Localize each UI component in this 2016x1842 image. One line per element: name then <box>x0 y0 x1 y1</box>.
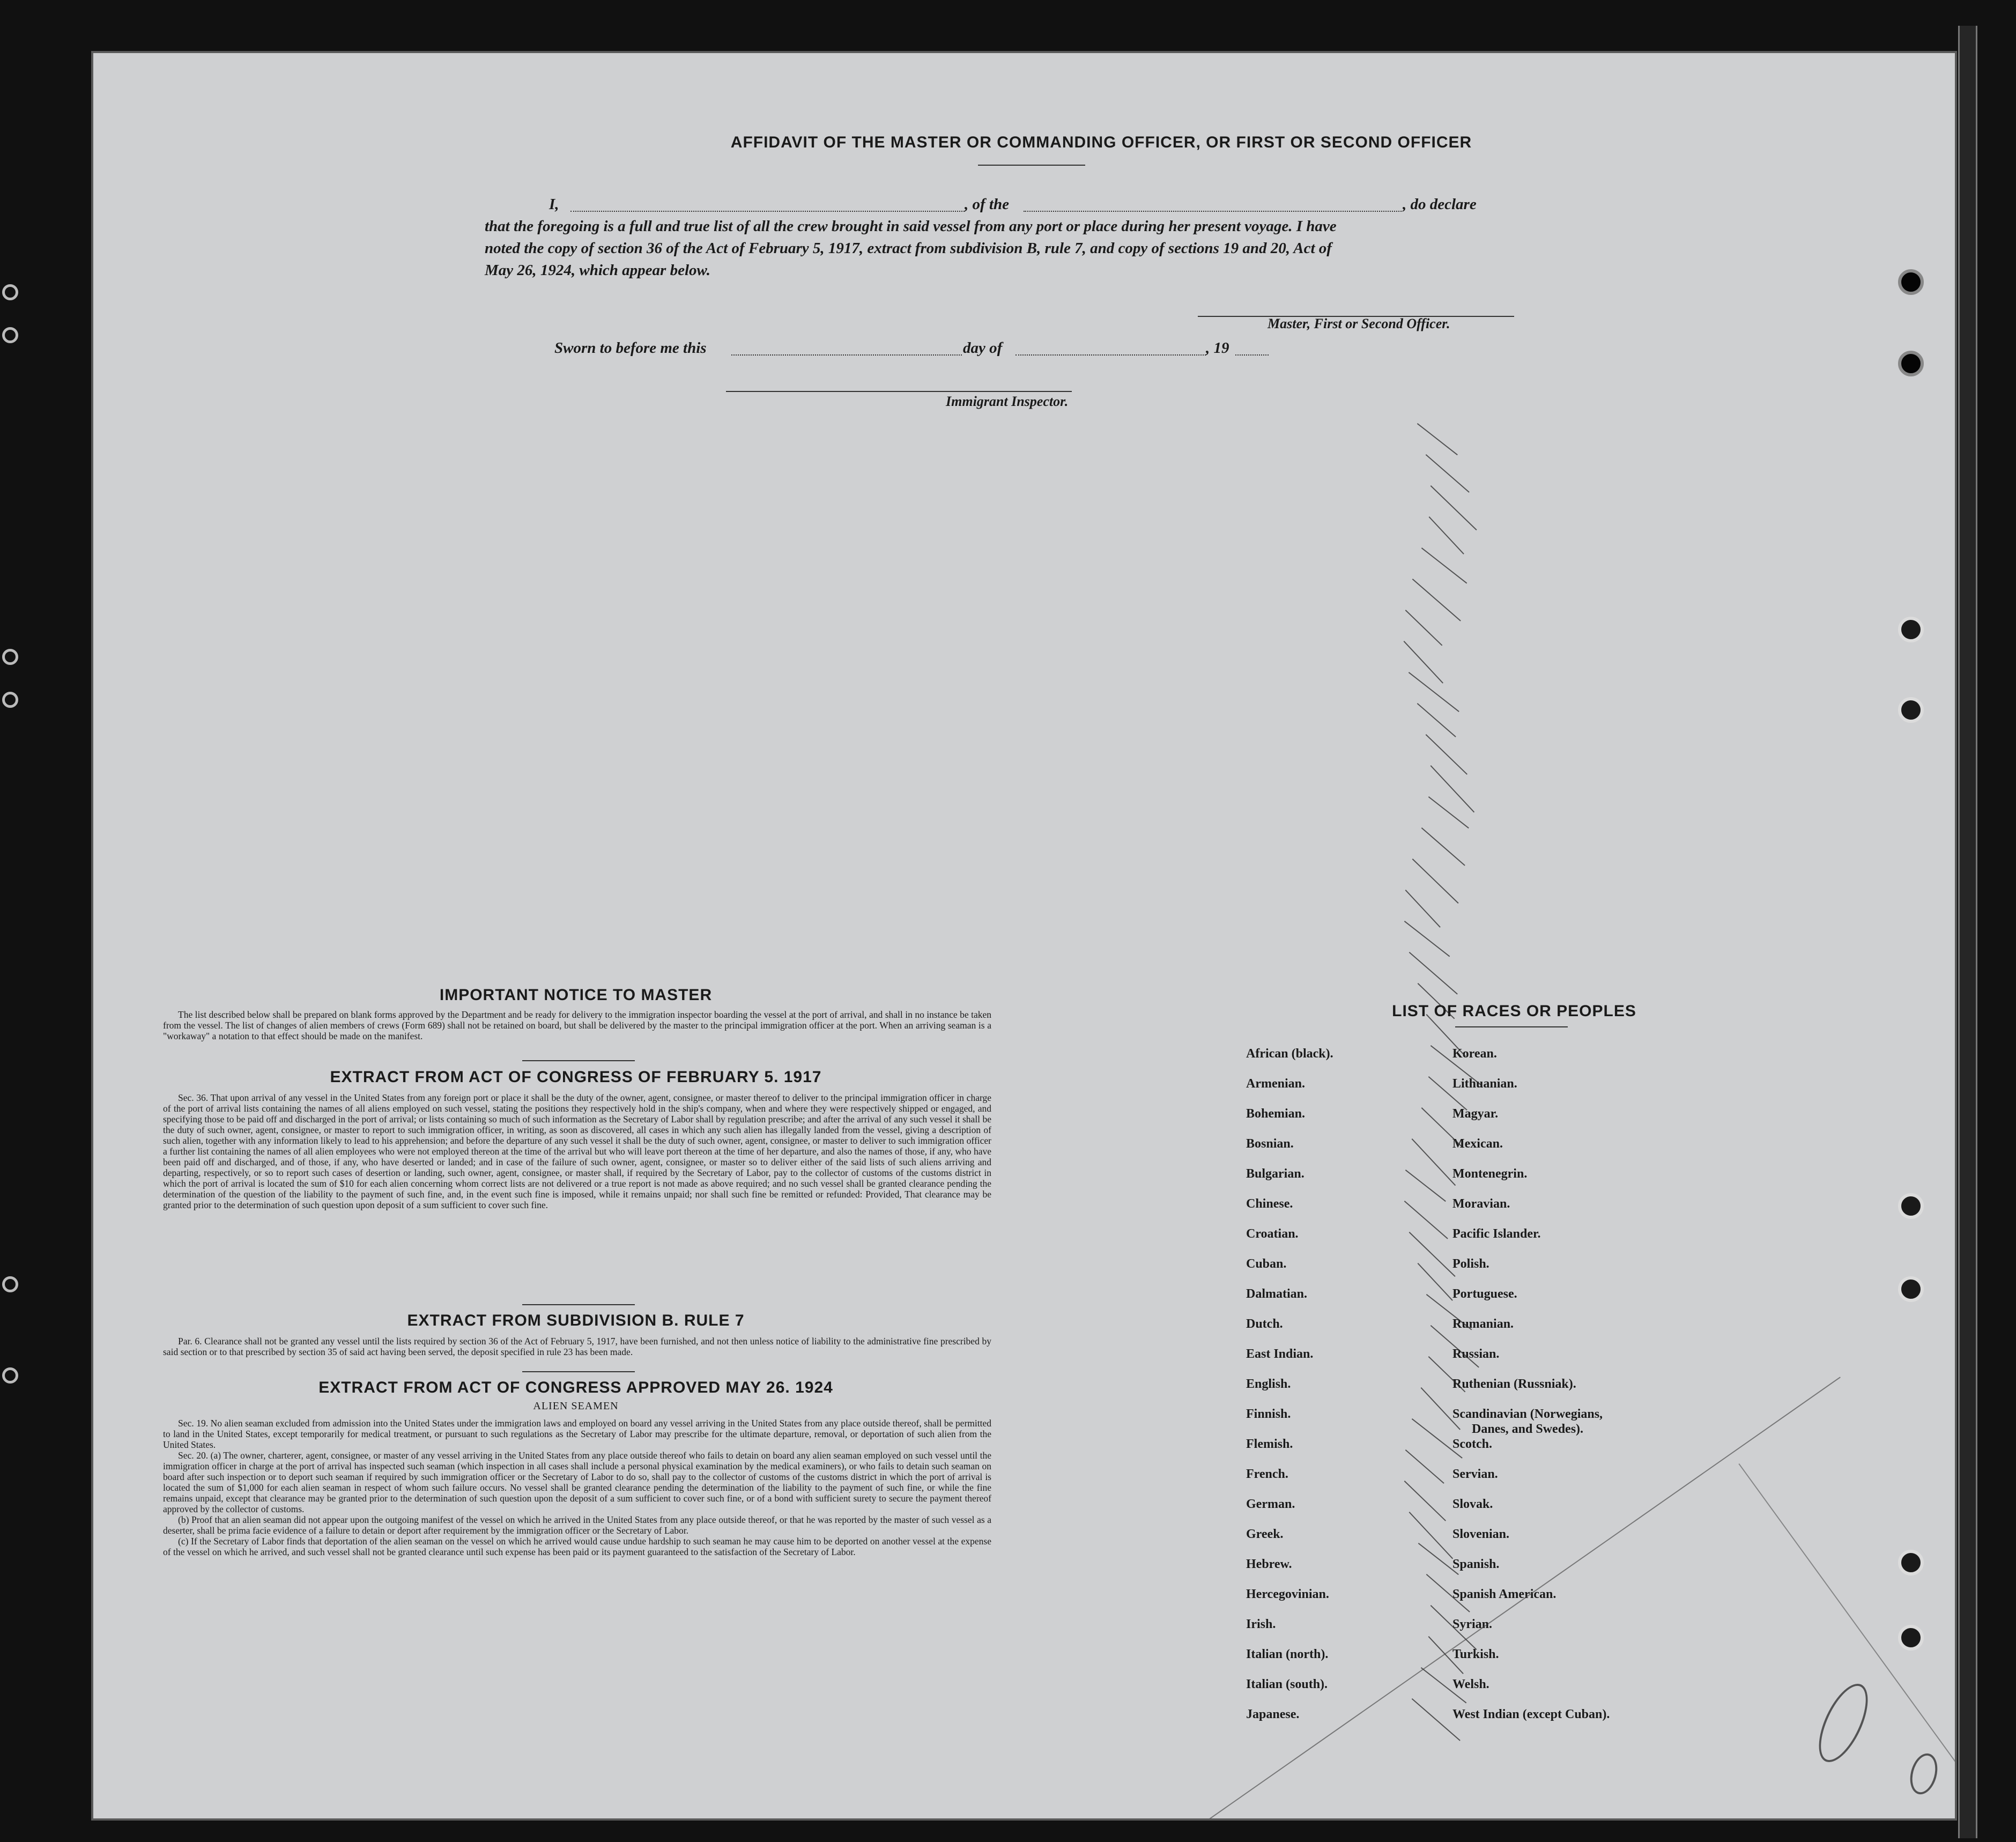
pen-tick-mark <box>1409 952 1458 995</box>
punch-hole <box>1898 1550 1924 1575</box>
binding-seam <box>1958 26 1977 1838</box>
pen-tick-mark <box>1429 516 1464 554</box>
pen-tick-mark <box>1404 641 1443 684</box>
rule-7-body <box>163 1336 991 1357</box>
race-list-item: Russian. <box>1452 1347 1500 1361</box>
race-list-item: Scotch. <box>1452 1437 1492 1451</box>
pen-tick-mark <box>1405 610 1443 646</box>
race-list-item: Servian. <box>1452 1467 1498 1481</box>
race-list-item: Korean. <box>1452 1047 1497 1061</box>
race-list-item: Lithuanian. <box>1452 1077 1517 1091</box>
divider-2 <box>522 1304 635 1305</box>
affidavit-line-4: May 26, 1924, which appear below. <box>485 262 711 279</box>
affidavit-title: AFFIDAVIT OF THE MASTER OR COMMANDING OFFICER, OR FIRST OR SECOND OFFICER <box>730 134 1472 151</box>
declare-label: , do declare <box>1403 196 1477 213</box>
affidavit-line-2: that the foregoing is a full and true list of all the crew brought in said vessel from any port or place during her present voyage. I have <box>485 218 1337 235</box>
pen-tick-mark <box>1431 485 1477 530</box>
name-line <box>570 211 965 212</box>
race-list-item: Moravian. <box>1452 1197 1510 1211</box>
divider-1 <box>522 1060 635 1061</box>
sworn-row <box>554 337 1412 361</box>
punch-hole <box>1898 269 1924 295</box>
section-19-paragraph: Sec. 19. No alien seaman excluded from admission into the United States under the immigration laws and employed on board any vessel arriving in the United States from any place outside thereof, shall be permitted to land in the United States, except temporarily for medical treatment, or pursuant to such regulations as the Secretary of Labor may prescribe for the ultimate departure, removal, or deportation of such alien from the United States. <box>163 1418 991 1450</box>
handwritten-mark <box>1906 1750 1942 1797</box>
race-list-item: East Indian. <box>1246 1347 1314 1361</box>
section-20b-paragraph: (b) Proof that an alien seaman did not appear upon the outgoing manifest of the vessel on which he arrived in the United States from any place outside thereof, or that he was reported by the master of such vessel as a deserter, shall be prima facie evidence of a failure to detain or deport after requirement by the immigration officer or the Secretary of Labor. <box>163 1514 991 1536</box>
race-list-item: Chinese. <box>1246 1197 1293 1211</box>
affidavit-body <box>485 194 1643 282</box>
pen-tick-mark <box>1417 703 1456 737</box>
extract-1917-body <box>163 1092 991 1210</box>
race-list-item: Slovenian. <box>1452 1527 1510 1541</box>
pen-tick-mark <box>1412 859 1459 904</box>
race-list-item: West Indian (except Cuban). <box>1452 1707 1610 1721</box>
race-list-item: Welsh. <box>1452 1677 1489 1691</box>
race-list-item: Slovak. <box>1452 1497 1493 1511</box>
race-list-item: Mexican. <box>1452 1137 1503 1151</box>
race-list-item: Greek. <box>1246 1527 1284 1541</box>
section-20c-paragraph: (c) If the Secretary of Labor finds that deportation of the alien seaman on the vessel on which he arrived would cause undue hardship to such seaman he may cause him to be deported on another vessel at the expense of the vessel on which he arrived, and such vessel shall not be granted clearance until such expense has been paid or its payment guaranteed to the satisfaction of the Secretary of Labor. <box>163 1536 991 1557</box>
race-list-item: African (black). <box>1246 1047 1333 1061</box>
pen-tick-mark <box>1405 1170 1446 1202</box>
race-list-item: Syrian. <box>1452 1617 1493 1631</box>
pen-tick-mark <box>1417 423 1458 455</box>
notice-body <box>163 1009 991 1041</box>
race-list-item: Cuban. <box>1246 1257 1287 1271</box>
master-caption: Master, First or Second Officer. <box>1268 316 1450 331</box>
race-list-item: Bohemian. <box>1246 1107 1306 1121</box>
inspector-signature-line <box>726 391 1072 392</box>
race-list-item: Italian (south). <box>1246 1677 1328 1691</box>
extract-1924-title: EXTRACT FROM ACT OF CONGRESS APPROVED MAY 26. 1924 <box>318 1379 833 1396</box>
race-list-item: Armenian. <box>1246 1077 1305 1091</box>
pen-tick-mark <box>1431 765 1475 812</box>
i-label: I, <box>549 196 559 213</box>
sworn-day-line <box>731 354 962 356</box>
title-underline <box>978 165 1085 166</box>
races-title: LIST OF RACES OR PEOPLES <box>1392 1002 1636 1020</box>
vessel-line <box>1024 211 1402 212</box>
race-list-item: Bulgarian. <box>1246 1167 1305 1181</box>
sworn-label: Sworn to before me this <box>554 339 707 357</box>
paragraph-6: Par. 6. Clearance shall not be granted any vessel until the lists required by section 36 of the Act of February 5, 1917, have been furnished, and not then unless notice of liability to the administrative fine prescribed by said section or to that prescribed by section 35 of said act having been served, the deposit specified in rule 23 has been made. <box>163 1336 991 1357</box>
pen-tick-mark <box>1409 1232 1456 1277</box>
of-the-label: , of the <box>965 196 1009 213</box>
race-list-item: Turkish. <box>1452 1647 1499 1661</box>
punch-hole <box>1898 1193 1924 1219</box>
race-list-item: Hebrew. <box>1246 1557 1292 1571</box>
sworn-year-line <box>1235 354 1269 356</box>
race-list-item: Italian (north). <box>1246 1647 1329 1661</box>
race-list-item: Irish. <box>1246 1617 1276 1631</box>
punch-hole <box>2 1276 18 1292</box>
races-right-column <box>1452 1039 1610 1729</box>
punch-hole <box>1898 1276 1924 1302</box>
manifest-back-page <box>91 51 1957 1821</box>
race-list-item: Portuguese. <box>1452 1287 1517 1301</box>
pen-tick-mark <box>1404 921 1450 957</box>
race-list-item: Croatian. <box>1246 1227 1299 1241</box>
punch-hole <box>1898 351 1924 376</box>
notice-paragraph: The list described below shall be prepared on blank forms approved by the Department and be ready for delivery to the immigration inspector boarding the vessel at the port of arrival, and shall in no instance be taken from the vessel. The list of changes of alien members of crews (Form 689) shall not be retained on board, but shall be delivered by the master to the principal immigration officer at the port. When an arriving seaman is a "workaway" a notation to that effect should be made on the manifest. <box>163 1009 991 1041</box>
race-list-item: Finnish. <box>1246 1407 1291 1421</box>
pen-tick-mark <box>1412 579 1461 622</box>
race-list-item: Ruthenian (Russniak). <box>1452 1377 1576 1391</box>
section-36-paragraph: Sec. 36. That upon arrival of any vessel in the United States from any foreign port or place it shall be the duty of the owner, agent, consignee, or master thereof to deliver to the principal immigration officer in charge of the port of arrival lists containing the names of all aliens employed on such vessel, stating the positions they respectively hold in the ship's company, when and where they were respectively shipped or engaged, and specifying those to be paid off and discharged in the port of arrival; or lists containing so much of such information as the Secretary of Labor shall by regulation prescribe; and after the arrival of any such vessel it shall be the duty of such owner, agent, consignee, or master to report to such immigration officer, in writing, as soon as discovered, all cases in which any such alien has illegally landed from the vessel, giving a description of such alien, together with any information likely to lead to his apprehension; and before the departure of any such vessel it shall be the duty of such owner, agent, consignee, or master to deliver to such immigration officer a further list containing the names of all alien employees who were not employed thereon at the time of the arrival but who will leave port thereon at the time of her departure, and also the names of those, if any, who have been paid off and discharged, and of those, if any, who have deserted or landed; and in case of the failure of such owner, agent, consignee, or master so to deliver either of the said lists of such aliens arriving and departing, respectively, or so to report such cases of desertion or landing, such owner, agent, consignee, or master shall, if required by the Secretary of Labor, pay to the collector of customs of the customs district in which the port of arrival is located the sum of $10 for each alien concerning whom correct lists are not delivered or a true report is not made as above required; and no such vessel shall be granted clearance pending the determination of the question of the liability to the payment of such fine, and, in the event such fine is imposed, while it remains unpaid; nor shall such fine be remitted or refunded: Provided, That clearance may be granted prior to the determination of such question upon deposit of a sum sufficient to cover such fine. <box>163 1092 991 1210</box>
race-list-item: Montenegrin. <box>1452 1167 1528 1181</box>
extract-1917-title: EXTRACT FROM ACT OF CONGRESS OF FEBRUARY 5. 1917 <box>330 1068 822 1086</box>
punch-hole <box>2 284 18 300</box>
extract-1924-body <box>163 1418 991 1557</box>
race-list-item: Polish. <box>1452 1257 1489 1271</box>
punch-hole <box>1898 697 1924 723</box>
alien-seamen-subtitle: ALIEN SEAMEN <box>533 1400 619 1412</box>
handwritten-mark <box>1809 1677 1878 1769</box>
inspector-caption: Immigrant Inspector. <box>946 394 1069 409</box>
pen-tick-mark <box>1421 548 1467 583</box>
pen-tick-mark <box>1405 1449 1444 1484</box>
race-list-item: Spanish American. <box>1452 1587 1557 1601</box>
pen-tick-mark <box>1409 672 1459 712</box>
race-list-item: English. <box>1246 1377 1291 1391</box>
pen-tick-mark <box>1426 734 1467 775</box>
punch-hole <box>1898 1625 1924 1651</box>
race-list-item: Spanish. <box>1452 1557 1500 1571</box>
race-list-item: Dalmatian. <box>1246 1287 1307 1301</box>
punch-hole <box>2 1367 18 1384</box>
rule-7-title: EXTRACT FROM SUBDIVISION B. RULE 7 <box>407 1312 745 1329</box>
race-list-item: Flemish. <box>1246 1437 1293 1451</box>
punch-hole <box>2 649 18 665</box>
notice-title: IMPORTANT NOTICE TO MASTER <box>439 986 713 1004</box>
race-list-item: Magyar. <box>1452 1107 1499 1121</box>
race-list-item: Pacific Islander. <box>1452 1227 1541 1241</box>
race-list-item: Bosnian. <box>1246 1137 1294 1151</box>
section-20a-paragraph: Sec. 20. (a) The owner, charterer, agent, consignee, or master of any vessel arriving in the United States from any place outside thereof who fails to detain on board any alien seaman employed on such vessel until the immigration officer in charge at the port of arrival has inspected such seaman (which inspection in all cases shall include a personal physical examination by the medical examiners), or who fails to detain such seaman on board after such inspection or to deport such seaman if required by such immigration officer or the Secretary of Labor to do so, shall pay to the collector of customs of the customs district in which the port of arrival is located the sum of $1,000 for each alien seaman in respect of whom such failure occurs. No vessel shall be granted clearance pending the determination of the liability to the payment of such fine, or while the fine remains unpaid, except that clearance may be granted prior to the determination of such question upon the deposit of a sum sufficient to cover such fine, or of a bond with sufficient surety to secure the payment thereof approved by the collector of customs. <box>163 1450 991 1514</box>
pen-tick-mark <box>1405 890 1441 928</box>
divider-3 <box>522 1371 635 1372</box>
sworn-month-line <box>1016 354 1206 356</box>
race-list-item: Japanese. <box>1246 1707 1300 1721</box>
race-list-item: Hercegovinian. <box>1246 1587 1329 1601</box>
race-list-item: Scandinavian (Norwegians, Danes, and Swedes). <box>1452 1407 1603 1436</box>
races-divider <box>1455 1026 1568 1027</box>
punch-hole <box>1898 617 1924 642</box>
pen-tick-mark <box>1404 1481 1446 1521</box>
punch-hole <box>2 692 18 708</box>
pen-tick-mark <box>1421 827 1465 866</box>
race-list-item: German. <box>1246 1497 1295 1511</box>
day-of-label: day of <box>963 339 1003 357</box>
race-list-item: French. <box>1246 1467 1288 1481</box>
race-list-item: Rumanian. <box>1452 1317 1514 1331</box>
races-left-column <box>1246 1039 1333 1729</box>
affidavit-line-3: noted the copy of section 36 of the Act of February 5, 1917, extract from subdivision B, rule 7, and copy of sections 19 and 20, Act of <box>485 240 1332 257</box>
year-label: , 19 <box>1206 339 1229 357</box>
punch-hole <box>2 327 18 343</box>
race-list-item: Dutch. <box>1246 1317 1283 1331</box>
bleed-through-text <box>1852 160 1957 171</box>
